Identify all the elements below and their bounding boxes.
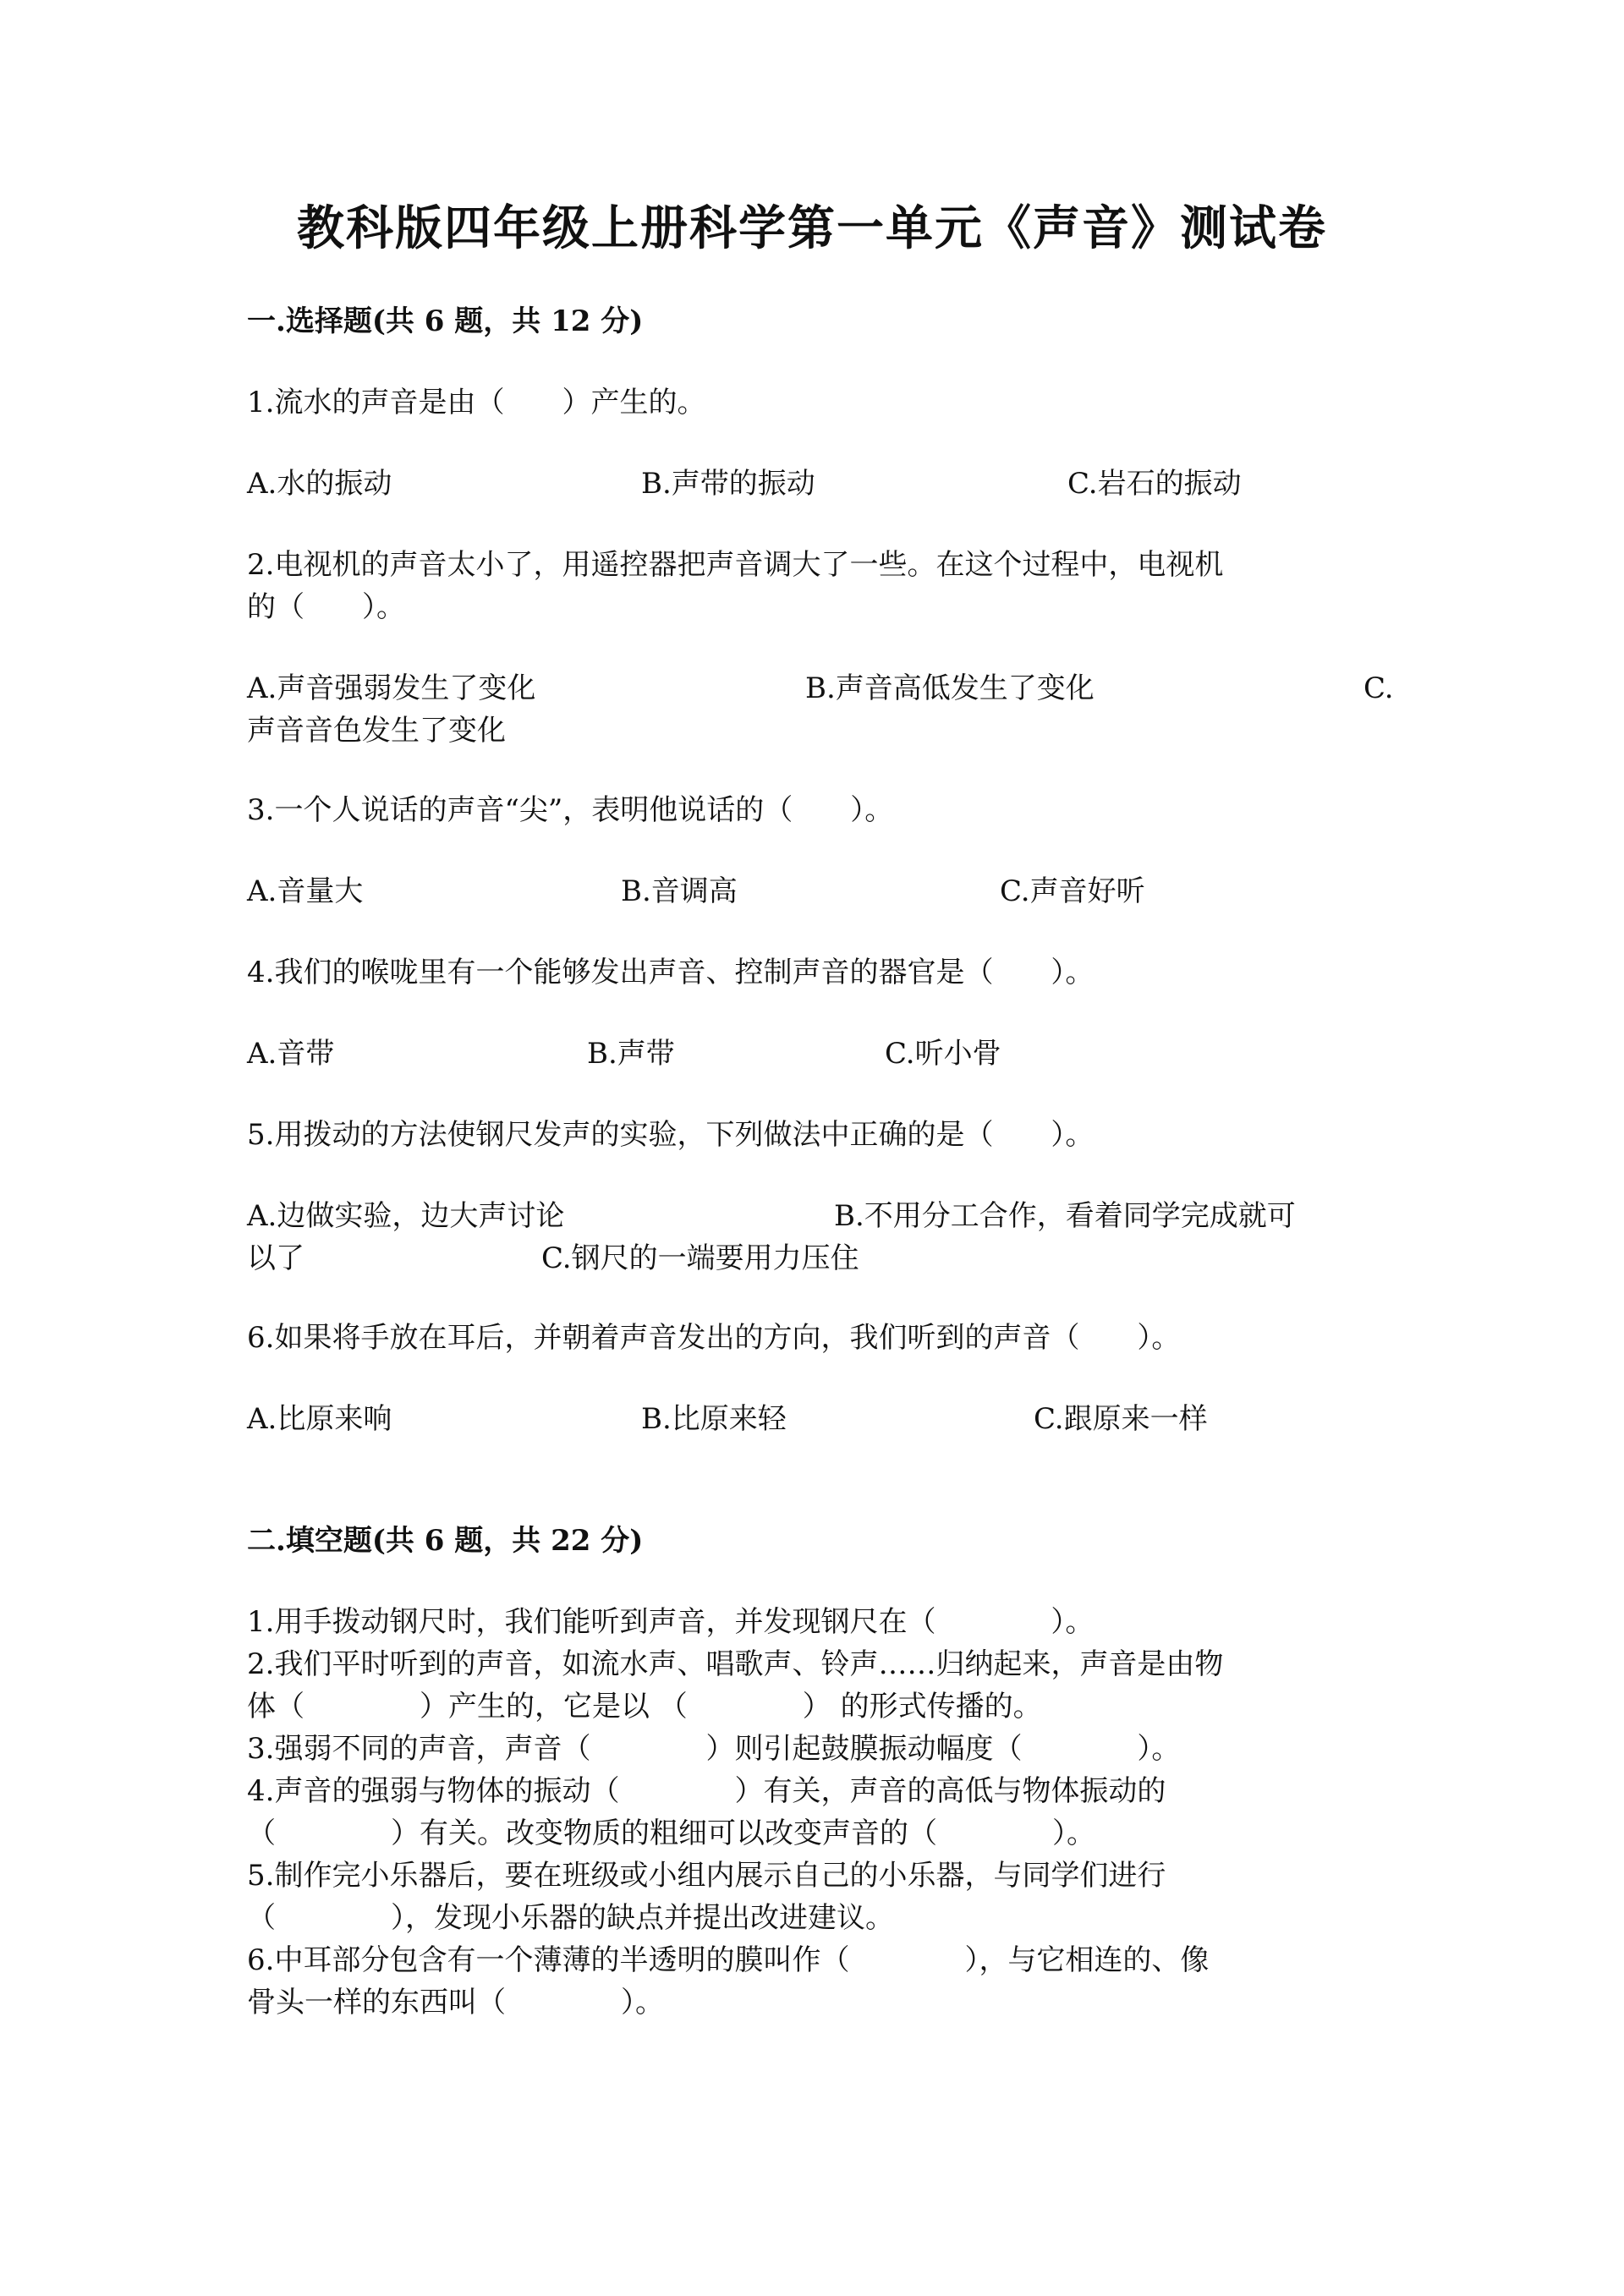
fill-line: 3.强弱不同的声音，声音（ ）则引起鼓膜振动幅度（ ）。 — [247, 1732, 1181, 1766]
fill-line: 5.制作完小乐器后，要在班级或小组内展示自己的小乐器，与同学们进行 — [247, 1859, 1166, 1893]
option-a: A.声音强弱发生了变化 — [247, 671, 536, 705]
option-b: B.音调高 — [621, 874, 738, 908]
question-stem: 5.用拨动的方法使钢尺发声的实验，下列做法中正确的是（ ）。 — [247, 1118, 1095, 1152]
question-stem: 4.我们的喉咙里有一个能够发出声音、控制声音的器官是（ ）。 — [247, 956, 1095, 989]
option-a: A.水的振动 — [247, 467, 392, 501]
fill-line: （ ），发现小乐器的缺点并提出改进建议。 — [247, 1901, 894, 1935]
fill-line: 6.中耳部分包含有一个薄薄的半透明的膜叫作（ ），与它相连的、像 — [247, 1943, 1210, 1977]
question-stem-continued: 的（ ）。 — [247, 590, 405, 624]
option-c: C.岩石的振动 — [1067, 467, 1242, 501]
question-stem: 6.如果将手放在耳后，并朝着声音发出的方向，我们听到的声音（ ）。 — [247, 1321, 1181, 1355]
option-b-continued: 以了 — [247, 1241, 304, 1275]
option-c: C.声音好听 — [1000, 874, 1145, 908]
option-c: C.听小骨 — [885, 1037, 1001, 1071]
page-title: 教科版四年级上册科学第一单元《声音》测试卷 — [297, 200, 1327, 256]
question-stem: 3.一个人说话的声音“尖”，表明他说话的（ ）。 — [247, 793, 894, 827]
option-c: C.钢尺的一端要用力压住 — [541, 1241, 859, 1275]
option-b: B.声带的振动 — [641, 467, 815, 501]
option-a: A.比原来响 — [247, 1402, 392, 1436]
fill-line: 体（ ）产生的，它是以 （ ） 的形式传播的。 — [247, 1690, 1042, 1723]
option-b: B.声音高低发生了变化 — [805, 671, 1095, 705]
option-b: B.比原来轻 — [641, 1402, 787, 1436]
fill-line: （ ）有关。改变物质的粗细可以改变声音的（ ）。 — [247, 1817, 1095, 1850]
option-a: A.音量大 — [247, 874, 364, 908]
fill-line: 4.声音的强弱与物体的振动（ ）有关，声音的高低与物体振动的 — [247, 1774, 1166, 1808]
option-a: A.边做实验，边大声讨论 — [247, 1199, 565, 1233]
question-stem: 1.流水的声音是由（ ）产生的。 — [247, 386, 706, 419]
fill-line: 1.用手拨动钢尺时，我们能听到声音，并发现钢尺在（ ）。 — [247, 1605, 1095, 1639]
option-a: A.音带 — [247, 1037, 335, 1071]
section-heading-choice: 一.选择题(共 6 题，共 12 分) — [247, 304, 644, 338]
option-b: B.不用分工合作，看着同学完成就可 — [834, 1199, 1296, 1233]
section-heading-fill-blank: 二.填空题(共 6 题，共 22 分) — [247, 1524, 644, 1558]
option-c: C. — [1363, 671, 1394, 705]
option-c-continued: 声音音色发生了变化 — [247, 714, 506, 748]
fill-line: 骨头一样的东西叫（ ）。 — [247, 1986, 664, 2019]
option-c: C.跟原来一样 — [1034, 1402, 1208, 1436]
question-stem: 2.电视机的声音太小了，用遥控器把声音调大了一些。在这个过程中，电视机 — [247, 548, 1224, 582]
option-b: B.声带 — [587, 1037, 675, 1071]
fill-line: 2.我们平时听到的声音，如流水声、唱歌声、铃声……归纳起来，声音是由物 — [247, 1647, 1224, 1681]
